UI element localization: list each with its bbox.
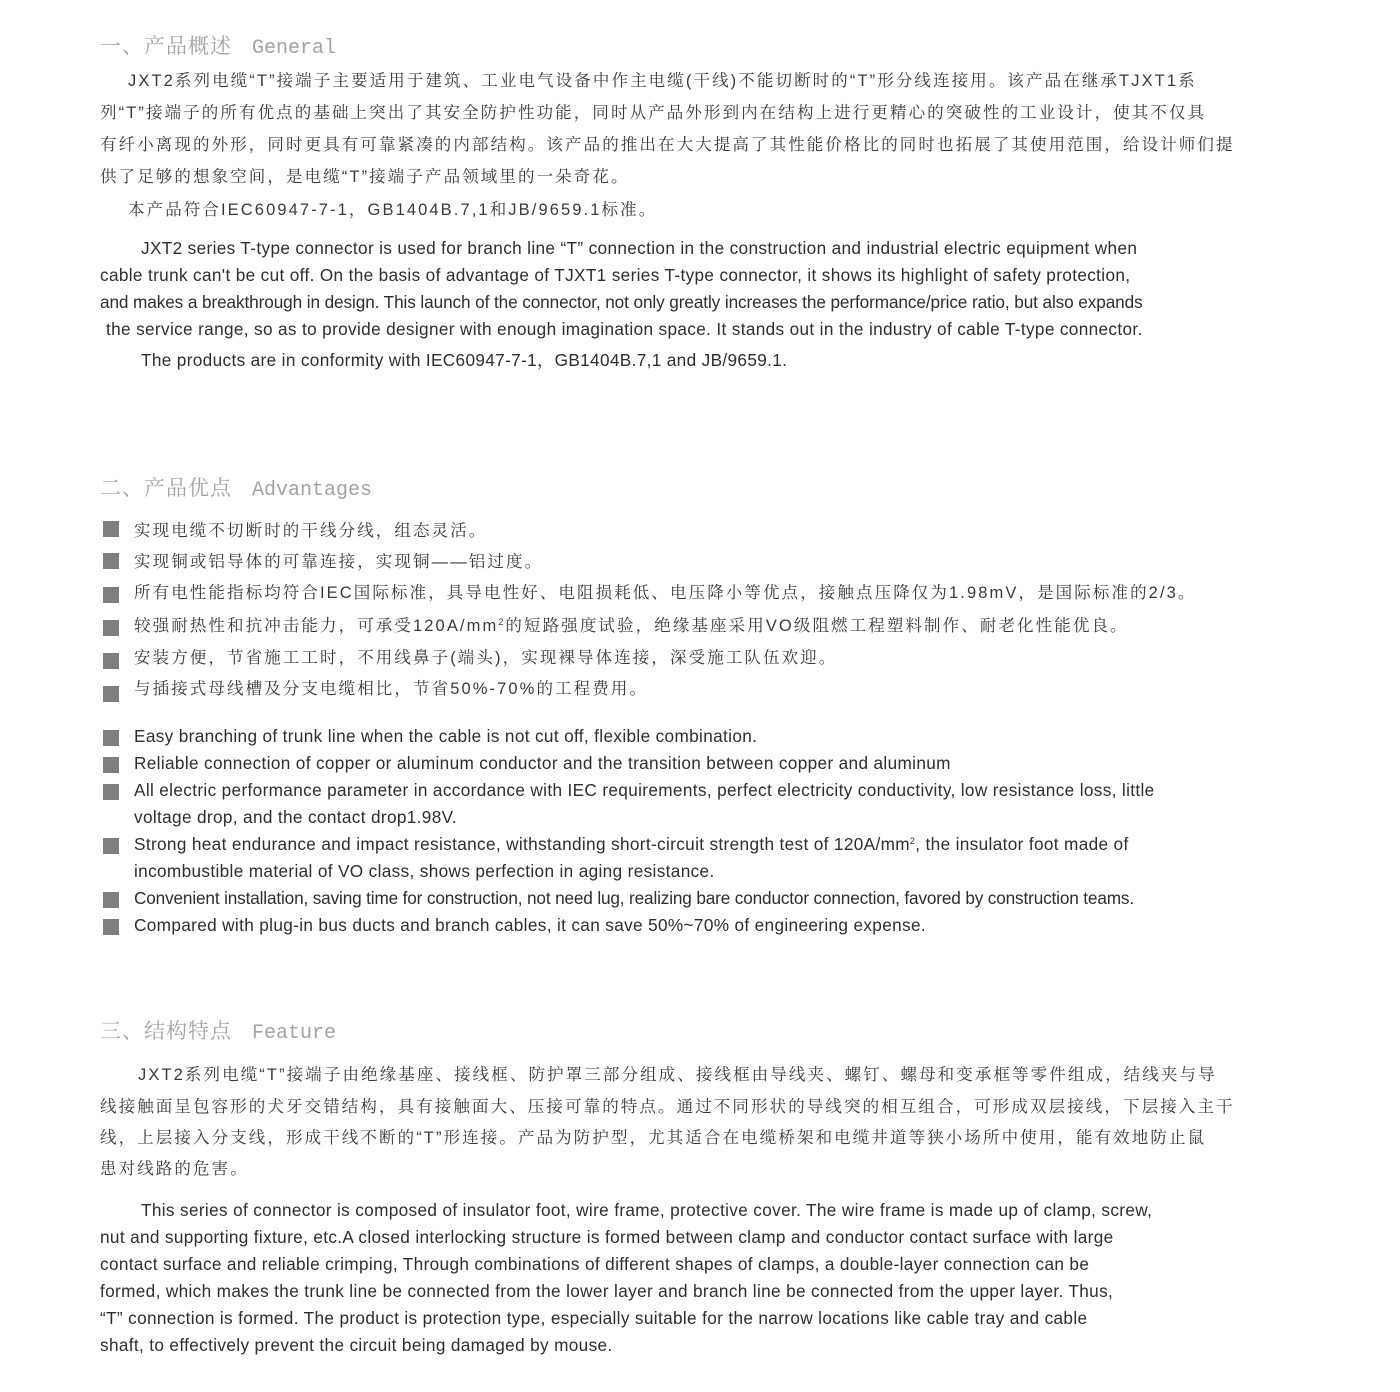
feature-en-line: formed, which makes the trunk line be connected from the lower layer and branch line be connected from the upper layer. Thus, (100, 1281, 1114, 1301)
heading-cn: 二、产品优点 (100, 476, 232, 500)
advantage-en-item-continued: voltage drop, and the contact drop1.98V. (134, 807, 457, 827)
general-en-line: The products are in conformity with IEC60947-7-1，GB1404B.7,1 and JB/9659.1. (141, 350, 788, 370)
advantage-en-item (134, 834, 1129, 855)
advantage-en-item: All electric performance parameter in accordance with IEC requirements, perfect electricity conductivity, low resistance loss, little (134, 780, 1155, 800)
text-part: , the insulator foot made of (915, 834, 1129, 854)
bullet-square-icon (103, 730, 119, 746)
general-en-line: cable trunk can't be cut off. On the basis of advantage of TJXT1 series T-type connector, it shows its highlight of safety protection, (100, 265, 1131, 285)
heading-cn: 三、结构特点 (100, 1019, 232, 1043)
advantage-en-item: Compared with plug-in bus ducts and branch cables, it can save 50%~70% of engineering expense. (134, 915, 927, 935)
general-cn-line: 供了足够的想象空间，是电缆“T”接端子产品领域里的一朵奇花。 (100, 168, 630, 186)
bullet-square-icon (103, 892, 119, 908)
bullet-square-icon (103, 757, 119, 773)
heading-en: General (252, 37, 337, 60)
feature-en-line: This series of connector is composed of insulator foot, wire frame, protective cover. The wire frame is made up of clamp, screw, (141, 1200, 1153, 1220)
bullet-square-icon (103, 553, 119, 569)
advantage-cn-item: 安装方便，节省施工工时，不用线鼻子(端头)，实现裸导体连接，深受施工队伍欢迎。 (134, 649, 838, 667)
advantage-en-item: Easy branching of trunk line when the cable is not cut off, flexible combination. (134, 726, 758, 746)
general-en-line: the service range, so as to provide designer with enough imagination space. It stands out in the industry of cable T-type connector. (106, 319, 1143, 339)
text-part: 的短路强度试验，绝缘基座采用VO级阻燃工程塑料制作、耐老化性能优良。 (505, 617, 1129, 635)
general-cn-line: 有纤小离现的外形，同时更具有可靠紧凑的内部结构。该产品的推出在大大提高了其性能价格比的同时也拓展了其使用范围，给设计师们提 (100, 136, 1235, 154)
feature-en-line: contact surface and reliable crimping, Through combinations of different shapes of clamps, a double-layer connection can be (100, 1254, 1090, 1274)
feature-cn-line: 患对线路的危害。 (100, 1160, 249, 1178)
advantage-en-item: Convenient installation, saving time for construction, not need lug, realizing bare conductor connection, favored by construction teams. (134, 888, 1134, 908)
feature-cn-line: 线，上层接入分支线，形成干线不断的“T”形连接。产品为防护型，尤其适合在电缆桥架和电缆井道等狭小场所中使用，能有效地防止鼠 (100, 1129, 1207, 1147)
bullet-square-icon (103, 784, 119, 800)
advantage-en-item: Reliable connection of copper or aluminum conductor and the transition between copper and aluminum (134, 753, 951, 773)
section-heading-general (100, 30, 336, 60)
section-heading-advantages (100, 472, 372, 502)
feature-en-line: “T” connection is formed. The product is protection type, especially suitable for the narrow locations like cable tray and cable (100, 1308, 1088, 1328)
superscript: 2 (498, 617, 506, 627)
advantage-en-item-continued: incombustible material of VO class, shows perfection in aging resistance. (134, 861, 715, 881)
bullet-square-icon (103, 653, 119, 669)
bullet-square-icon (103, 686, 119, 702)
feature-en-line: nut and supporting fixture, etc.A closed interlocking structure is formed between clamp and conductor contact surface with large (100, 1227, 1114, 1247)
heading-en: Advantages (252, 479, 373, 502)
section-heading-feature (100, 1015, 336, 1045)
general-cn-line: 列“T”接端子的所有优点的基础上突出了其安全防护性功能，同时从产品外形到内在结构上进行更精心的突破性的工业设计，使其不仅具 (100, 104, 1207, 122)
advantage-cn-item: 与插接式母线槽及分支电缆相比，节省50%-70%的工程费用。 (134, 680, 649, 698)
heading-cn: 一、产品概述 (100, 34, 232, 58)
advantage-cn-item (134, 612, 1129, 636)
general-en-line: and makes a breakthrough in design. This launch of the connector, not only greatly increases the performance/price ratio, but also expands (100, 292, 1143, 312)
bullet-square-icon (103, 919, 119, 935)
bullet-square-icon (103, 587, 119, 603)
text-part: Strong heat endurance and impact resistance, withstanding short-circuit strength test of 120A/mm (134, 834, 910, 854)
text-part: 较强耐热性和抗冲击能力，可承受120A/mm (134, 617, 499, 635)
feature-en-line: shaft, to effectively prevent the circuit being damaged by mouse. (100, 1335, 613, 1355)
feature-cn-line: JXT2系列电缆“T”接端子由绝缘基座、接线框、防护罩三部分组成、接线框由导线夹、螺钉、螺母和变承框等零件组成，结线夹与导 (138, 1066, 1217, 1084)
advantage-cn-item: 所有电性能指标均符合IEC国际标准，具导电性好、电阻损耗低、电压降小等优点，接触点压降仅为1.98mV，是国际标准的2/3。 (134, 584, 1197, 602)
bullet-square-icon (103, 521, 119, 537)
advantage-cn-item: 实现电缆不切断时的干线分线，组态灵活。 (134, 522, 488, 540)
superscript: 2 (909, 836, 916, 846)
advantage-cn-item: 实现铜或铝导体的可靠连接，实现铜——铝过度。 (134, 553, 544, 571)
bullet-square-icon (103, 620, 119, 636)
general-en-line: JXT2 series T-type connector is used for branch line “T” connection in the construction and industrial electric equipment when (141, 238, 1138, 258)
heading-en: Feature (252, 1022, 337, 1045)
bullet-square-icon (103, 838, 119, 854)
feature-cn-line: 线接触面呈包容形的犬牙交错结构，具有接触面大、压接可靠的特点。通过不同形状的导线突的相互组合，可形成双层接线，下层接入主干 (100, 1098, 1235, 1116)
general-cn-line: JXT2系列电缆“T”接端子主要适用于建筑、工业电气设备中作主电缆(干线)不能切断时的“T”形分线连接用。该产品在继承TJXT1系 (128, 72, 1197, 90)
general-cn-line: 本产品符合IEC60947-7-1，GB1404B.7,1和JB/9659.1标准。 (128, 201, 658, 219)
